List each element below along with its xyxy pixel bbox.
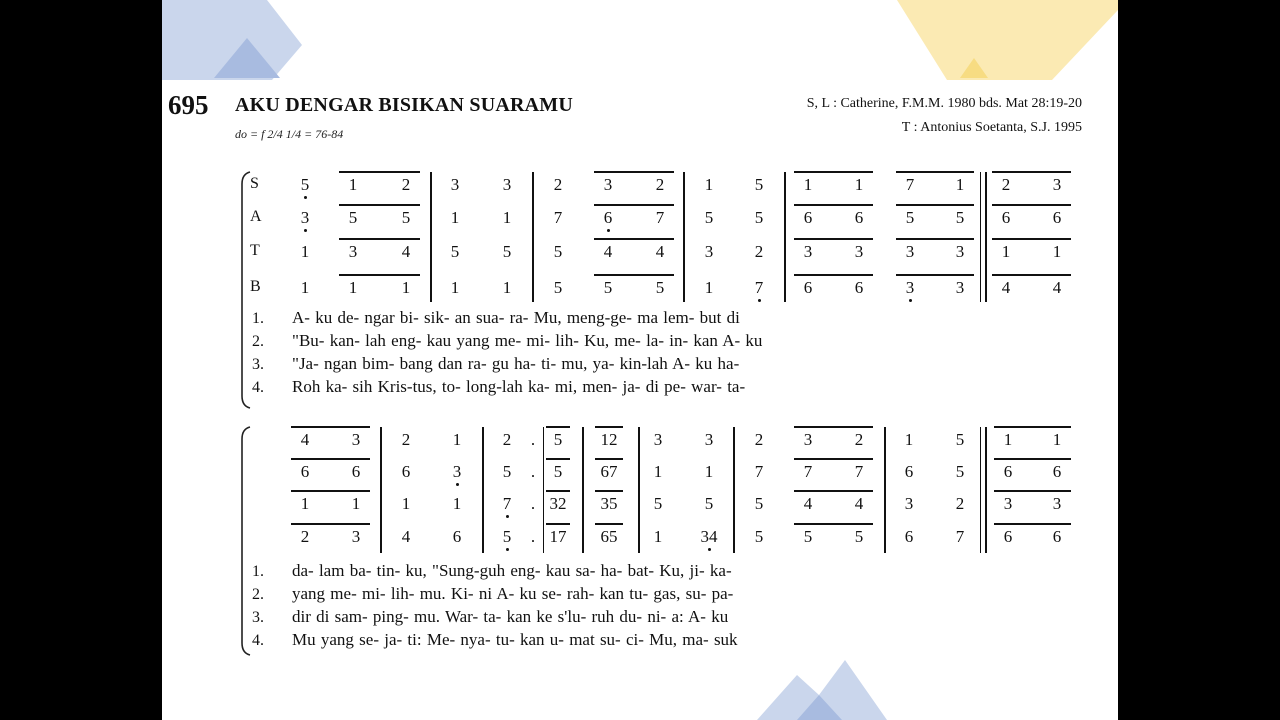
note: 6 — [401, 462, 411, 481]
barline — [683, 172, 685, 302]
note: 5 — [754, 494, 764, 513]
note: 2 — [502, 430, 512, 449]
note: 1 — [1052, 430, 1062, 449]
note: 4 — [854, 494, 864, 513]
note: 5 — [655, 278, 665, 297]
note: 65 — [600, 527, 618, 546]
credit-music: T : Antonius Soetanta, S.J. 1995 — [901, 120, 1082, 135]
note: 1 — [452, 494, 462, 513]
note: 5 — [553, 278, 563, 297]
note: 5 — [803, 527, 813, 546]
note: 1 — [1001, 242, 1011, 261]
final-barline — [980, 427, 981, 553]
beam-line — [595, 458, 623, 460]
note: 1 — [704, 462, 714, 481]
note: 1 — [450, 278, 460, 297]
beam-line — [896, 238, 974, 240]
note: 6 — [351, 462, 361, 481]
note: 3 — [854, 242, 864, 261]
note: 5 — [754, 208, 764, 227]
barline — [985, 427, 987, 553]
note: 1 — [450, 208, 460, 227]
beam-line — [992, 274, 1071, 276]
note: 5 — [401, 208, 411, 227]
note: 3 — [351, 527, 361, 546]
note: 6 — [904, 527, 914, 546]
note: 5 — [300, 175, 310, 194]
note: 7 — [655, 208, 665, 227]
note: 6 — [300, 462, 310, 481]
barline — [380, 427, 382, 553]
note: 3 — [452, 462, 462, 481]
octave-dot — [456, 483, 459, 486]
note: 6 — [1001, 208, 1011, 227]
note: 1 — [300, 242, 310, 261]
note: 1 — [502, 278, 512, 297]
lyric-line: Roh ka- sih Kris-tus, to- long-lah ka- mi, men- ja- di pe- war- ta- — [292, 377, 746, 396]
beam-line — [794, 523, 873, 525]
verse-number: 1. — [252, 563, 264, 580]
note: 6 — [1052, 527, 1062, 546]
note: 6 — [603, 208, 613, 227]
octave-dot — [708, 548, 711, 551]
note: 6 — [803, 208, 813, 227]
note: . — [530, 494, 536, 513]
barline — [784, 172, 786, 302]
barline — [884, 427, 886, 553]
verse-number: 1. — [252, 310, 264, 327]
note: 3 — [803, 242, 813, 261]
barline — [532, 172, 534, 302]
note: 5 — [704, 494, 714, 513]
note: . — [530, 527, 536, 546]
note: 1 — [502, 208, 512, 227]
note: 35 — [600, 494, 618, 513]
note: . — [530, 462, 536, 481]
note: 7 — [553, 208, 563, 227]
note: 5 — [348, 208, 358, 227]
beam-line — [794, 458, 873, 460]
octave-dot — [304, 229, 307, 232]
note: 2 — [401, 175, 411, 194]
note: 6 — [452, 527, 462, 546]
note: 3 — [603, 175, 613, 194]
note: 7 — [905, 175, 915, 194]
verse-number: 2. — [252, 586, 264, 603]
octave-dot — [758, 299, 761, 302]
note: 6 — [854, 278, 864, 297]
lyric-line: "Bu- kan- lah eng- kau yang me- mi- lih- Ku, me- la- in- kan A- ku — [292, 331, 763, 350]
beam-line — [594, 171, 674, 173]
hymn-page — [162, 0, 1118, 720]
octave-dot — [607, 229, 610, 232]
note: 6 — [1052, 462, 1062, 481]
note: 7 — [502, 494, 512, 513]
note: 4 — [603, 242, 613, 261]
note: 5 — [603, 278, 613, 297]
beam-line — [291, 490, 370, 492]
barline — [582, 427, 584, 553]
note: 5 — [955, 208, 965, 227]
note: 2 — [300, 527, 310, 546]
beam-line — [794, 274, 873, 276]
verse-number: 4. — [252, 632, 264, 649]
note: 1 — [704, 175, 714, 194]
note: 5 — [653, 494, 663, 513]
note: 1 — [452, 430, 462, 449]
note: . — [530, 430, 536, 449]
note: 1 — [348, 175, 358, 194]
note: 2 — [754, 430, 764, 449]
note: 6 — [854, 208, 864, 227]
note: 4 — [655, 242, 665, 261]
hymn-number: 695 — [168, 90, 209, 120]
note: 3 — [348, 242, 358, 261]
beam-line — [595, 523, 623, 525]
beam-line — [992, 238, 1071, 240]
note: 3 — [1003, 494, 1013, 513]
note: 5 — [955, 462, 965, 481]
verse-number: 2. — [252, 333, 264, 350]
note: 5 — [553, 462, 563, 481]
octave-dot — [506, 548, 509, 551]
barline — [733, 427, 735, 553]
note: 1 — [401, 278, 411, 297]
note: 3 — [704, 242, 714, 261]
beam-line — [794, 490, 873, 492]
note: 3 — [803, 430, 813, 449]
beam-line — [994, 458, 1071, 460]
note: 5 — [502, 242, 512, 261]
note: 6 — [904, 462, 914, 481]
beam-line — [992, 204, 1071, 206]
beam-line — [595, 490, 623, 492]
decor-shape-top-left — [162, 0, 312, 80]
note: 1 — [904, 430, 914, 449]
beam-line — [594, 238, 674, 240]
note: 5 — [704, 208, 714, 227]
note: 3 — [704, 430, 714, 449]
verse-number: 3. — [252, 356, 264, 373]
note: 1 — [955, 175, 965, 194]
note: 1 — [854, 175, 864, 194]
note: 7 — [955, 527, 965, 546]
note: 2 — [754, 242, 764, 261]
note: 1 — [401, 494, 411, 513]
voice-label-t: T — [250, 242, 260, 259]
beam-line — [594, 204, 674, 206]
note: 1 — [351, 494, 361, 513]
beam-line — [994, 426, 1071, 428]
note: 1 — [653, 527, 663, 546]
note: 2 — [655, 175, 665, 194]
note: 3 — [300, 208, 310, 227]
beam-line — [595, 426, 623, 428]
hymn-title: AKU DENGAR BISIKAN SUARAMU — [235, 94, 574, 116]
beam-line — [291, 458, 370, 460]
beam-line — [339, 204, 420, 206]
beam-line — [994, 490, 1071, 492]
note: 1 — [348, 278, 358, 297]
note: 3 — [1052, 494, 1062, 513]
beam-line — [794, 171, 873, 173]
note: 67 — [600, 462, 618, 481]
note: 5 — [502, 462, 512, 481]
note: 2 — [1001, 175, 1011, 194]
decor-shape-top-right — [892, 0, 1118, 80]
note: 5 — [553, 242, 563, 261]
note: 5 — [754, 175, 764, 194]
verse-number: 4. — [252, 379, 264, 396]
beam-line — [594, 274, 674, 276]
beam-line — [794, 238, 873, 240]
note: 5 — [553, 430, 563, 449]
beam-line — [546, 426, 570, 428]
note: 32 — [549, 494, 567, 513]
beam-line — [994, 523, 1071, 525]
note: 1 — [803, 175, 813, 194]
beam-line — [992, 171, 1071, 173]
note: 3 — [502, 175, 512, 194]
beam-line — [339, 238, 420, 240]
beam-line — [546, 523, 570, 525]
tempo-marking: do = f 2/4 1/4 = 76-84 — [235, 127, 344, 141]
note: 5 — [754, 527, 764, 546]
note: 3 — [905, 242, 915, 261]
note: 7 — [754, 462, 764, 481]
note: 3 — [653, 430, 663, 449]
note: 4 — [401, 527, 411, 546]
note: 2 — [401, 430, 411, 449]
repeat-barline — [543, 427, 544, 553]
note: 3 — [905, 278, 915, 297]
note: 7 — [803, 462, 813, 481]
beam-line — [546, 490, 570, 492]
beam-line — [896, 171, 974, 173]
lyric-line: "Ja- ngan bim- bang dan ra- gu ha- ti- mu, ya- kin-lah A- ku ha- — [292, 354, 740, 373]
note: 1 — [1052, 242, 1062, 261]
credit-text: S, L : Catherine, F.M.M. 1980 bds. Mat 28:19-20 — [806, 96, 1082, 111]
beam-line — [291, 426, 370, 428]
lyric-line: da- lam ba- tin- ku, "Sung-guh eng- kau sa- ha- bat- Ku, ji- ka- — [292, 561, 732, 580]
note: 17 — [549, 527, 567, 546]
note: 6 — [1052, 208, 1062, 227]
note: 1 — [653, 462, 663, 481]
note: 4 — [803, 494, 813, 513]
note: 4 — [300, 430, 310, 449]
note: 5 — [905, 208, 915, 227]
note: 3 — [955, 278, 965, 297]
note: 2 — [553, 175, 563, 194]
lyric-line: yang me- mi- lih- mu. Ki- ni A- ku se- rah- kan tu- gas, su- pa- — [292, 584, 734, 603]
beam-line — [339, 171, 420, 173]
note: 3 — [450, 175, 460, 194]
barline — [430, 172, 432, 302]
note: 3 — [904, 494, 914, 513]
beam-line — [291, 523, 370, 525]
note: 6 — [803, 278, 813, 297]
note: 12 — [600, 430, 618, 449]
voice-label-b: B — [250, 278, 261, 295]
barline — [638, 427, 640, 553]
barline — [482, 427, 484, 553]
note: 1 — [300, 278, 310, 297]
note: 5 — [450, 242, 460, 261]
note: 1 — [300, 494, 310, 513]
note: 4 — [401, 242, 411, 261]
note: 34 — [700, 527, 718, 546]
lyric-line: dir di sam- ping- mu. War- ta- kan ke s'lu- ruh du- ni- a: A- ku — [292, 607, 729, 626]
beam-line — [896, 274, 974, 276]
note: 2 — [955, 494, 965, 513]
beam-line — [896, 204, 974, 206]
beam-line — [546, 458, 570, 460]
octave-dot — [506, 515, 509, 518]
note: 5 — [502, 527, 512, 546]
voice-label-a: A — [250, 208, 262, 225]
verse-number: 3. — [252, 609, 264, 626]
note: 6 — [1003, 527, 1013, 546]
note: 5 — [955, 430, 965, 449]
octave-dot — [909, 299, 912, 302]
decor-shape-bottom — [757, 655, 907, 720]
lyric-line: A- ku de- ngar bi- sik- an sua- ra- Mu, meng-ge- ma lem- but di — [292, 308, 740, 327]
note: 2 — [854, 430, 864, 449]
note: 7 — [754, 278, 764, 297]
octave-dot — [304, 196, 307, 199]
note: 7 — [854, 462, 864, 481]
beam-line — [794, 426, 873, 428]
note: 6 — [1003, 462, 1013, 481]
note: 4 — [1052, 278, 1062, 297]
voice-label-s: S — [250, 175, 259, 192]
note: 5 — [854, 527, 864, 546]
note: 4 — [1001, 278, 1011, 297]
note: 3 — [1052, 175, 1062, 194]
note: 3 — [955, 242, 965, 261]
note: 1 — [1003, 430, 1013, 449]
note: 3 — [351, 430, 361, 449]
beam-line — [794, 204, 873, 206]
final-barline — [980, 172, 981, 302]
beam-line — [339, 274, 420, 276]
lyric-line: Mu yang se- ja- ti: Me- nya- tu- kan u- mat su- ci- Mu, ma- suk — [292, 630, 738, 649]
barline — [985, 172, 987, 302]
note: 1 — [704, 278, 714, 297]
